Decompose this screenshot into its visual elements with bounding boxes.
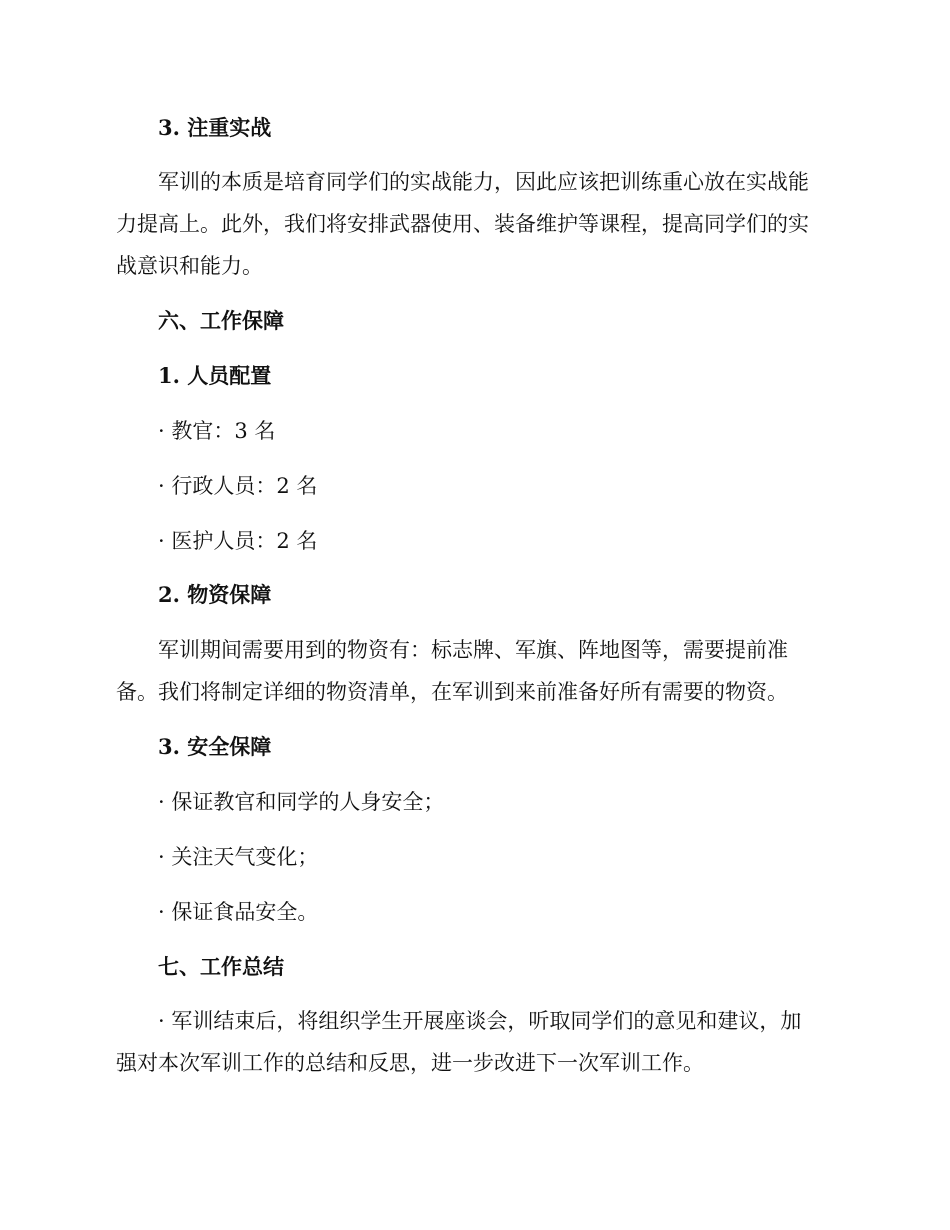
heading-work-guarantee: 六、工作保障 <box>158 308 284 333</box>
paragraph-line: 备。我们将制定详细的物资清单，在军训到来前准备好所有需要的物资。 <box>116 680 788 704</box>
paragraph-line: 力提高上。此外，我们将安排武器使用、装备维护等课程，提高同学们的实 <box>116 212 809 236</box>
paragraph-line: 军训期间需要用到的物资有：标志牌、军旗、阵地图等，需要提前准 <box>158 638 788 662</box>
heading-work-summary: 七、工作总结 <box>158 954 284 979</box>
paragraph-line: 强对本次军训工作的总结和反思，进一步改进下一次军训工作。 <box>116 1051 704 1075</box>
paragraph-line: 战意识和能力。 <box>116 254 263 278</box>
heading-safety: 3. 安全保障 <box>158 734 272 759</box>
list-item: · 医护人员：2 名 <box>158 529 318 553</box>
list-item: · 保证教官和同学的人身安全； <box>158 790 445 814</box>
list-item: · 行政人员：2 名 <box>158 474 318 498</box>
paragraph-line: 军训的本质是培育同学们的实战能力，因此应该把训练重心放在实战能 <box>158 170 809 194</box>
heading-staffing: 1. 人员配置 <box>158 363 272 388</box>
list-item: · 关注天气变化； <box>158 845 319 869</box>
heading-focus-on-practice: 3. 注重实战 <box>158 115 272 140</box>
list-item: · 保证食品安全。 <box>158 900 319 924</box>
paragraph-line: · 军训结束后，将组织学生开展座谈会，听取同学们的意见和建议，加 <box>158 1009 802 1033</box>
heading-supplies: 2. 物资保障 <box>158 582 272 607</box>
list-item: · 教官：3 名 <box>158 419 276 443</box>
